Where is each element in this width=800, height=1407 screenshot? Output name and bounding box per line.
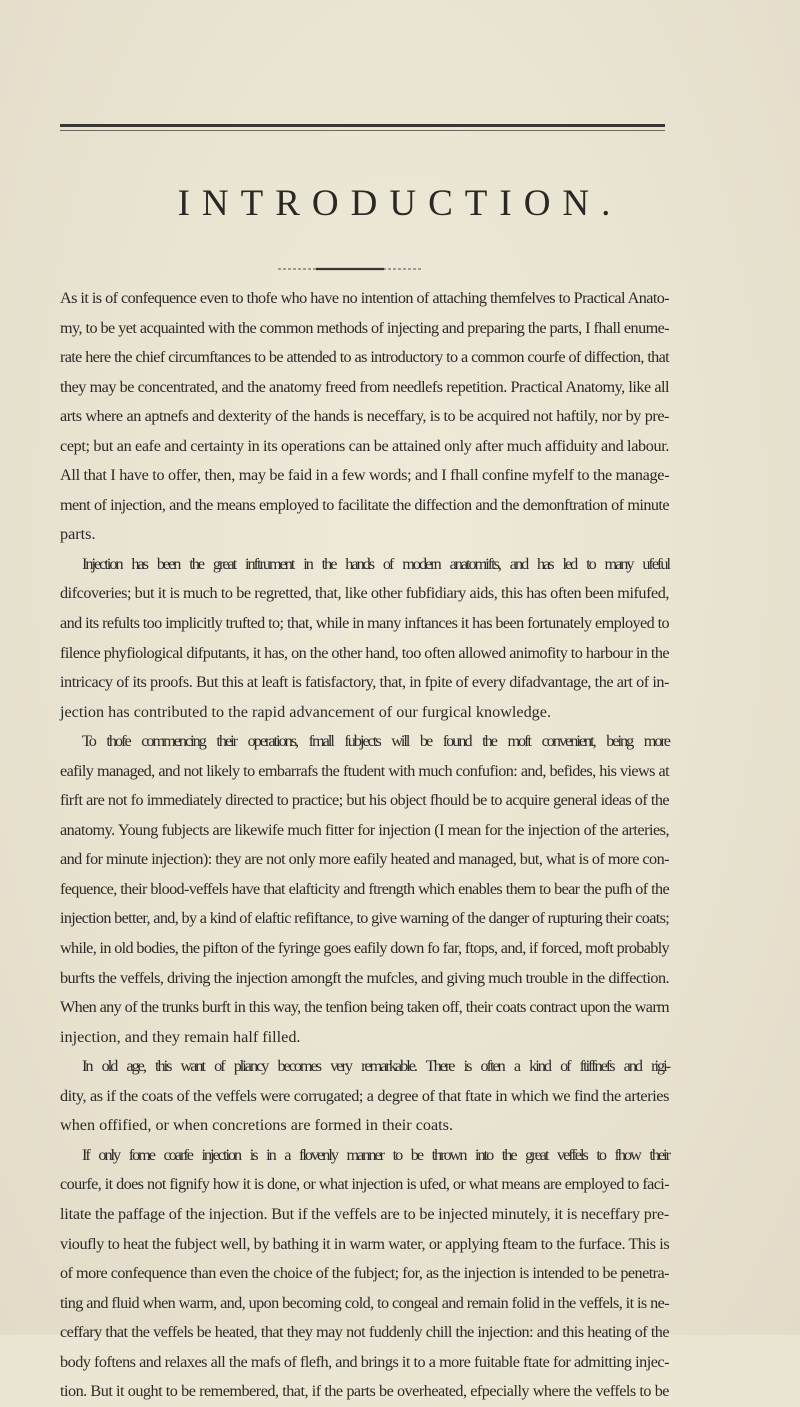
text-line: vioufly to heat the fubject well, by bathing it in warm water, or applying fteam to the furface. This is xyxy=(60,1234,670,1253)
page-title: INTRODUCTION. xyxy=(177,183,623,224)
paragraphs xyxy=(60,284,669,1407)
body-text xyxy=(60,284,669,1407)
text-line: my, to be yet acquainted with the common methods of injecting and preparing the parts, I fhall enume- xyxy=(60,318,670,337)
text-line: parts. xyxy=(60,525,96,544)
text-line: tion. But it ought to be remembered, that, if the parts be overheated, efpecially where the veffels to be xyxy=(60,1382,669,1401)
text-line: ting and fluid when warm, and, upon becoming cold, to congeal and remain folid in the veffels, it is ne- xyxy=(60,1293,669,1312)
text-line: when offified, or when concretions are formed in their coats. xyxy=(60,1116,454,1135)
text-line: As it is of confequence even to thofe who have no intention of attaching themfelves to Practical Anato- xyxy=(60,289,669,307)
text-line: In old age, this want of pliancy becomes very remarkable. There is often a kind of ftiffnefs and rigi- xyxy=(82,1057,669,1076)
text-line: intricacy of its proofs. But this at leaft is fatisfactory, that, in fpite of every difadvantage, the art of in- xyxy=(60,673,669,692)
text-line: fequence, their blood-veffels have that elafticity and ftrength which enables them to bear the pufh of the xyxy=(60,879,669,898)
text-line: To thofe commencing their operations, fmall fubjects will be found the moft convenient, being more xyxy=(82,732,669,751)
text-line: firft are not fo immediately directed to practice; but his object fhould be to acquire general ideas of the xyxy=(60,791,669,810)
text-line: injection better, and, by a kind of elaftic refiftance, to give warning of the danger of rupturing their coats; xyxy=(60,909,670,928)
text-line: of more confequence than even the choice of the fubject; for, as the injection is intended to be penetra- xyxy=(60,1264,669,1283)
text-line: jection has contributed to the rapid advancement of our furgical knowledge. xyxy=(60,702,552,721)
text-line: dity, as if the coats of the veffels were corrugated; a degree of that ftate in which we find the arteries xyxy=(60,1086,669,1105)
text-line: Injection has been the great inftrument in the hands of modern anatomifts, and has led to many ufeful xyxy=(82,554,669,573)
text-line: rate here the chief circumftances to be attended to as introductory to a common courfe of diffection, that xyxy=(60,348,669,367)
text-line: they may be concentrated, and the anatomy freed from needlefs repetition. Practical Anatomy, like all xyxy=(60,377,669,396)
text-line: injection, and they remain half filled. xyxy=(60,1027,301,1046)
text-line: cept; but an eafe and certainty in its operations can be attained only after much affiduity and labour. xyxy=(60,436,670,455)
text-line: while, in old bodies, the pifton of the fyringe goes eafily down fo far, ftops, and, if forced, moft probably xyxy=(60,939,669,958)
text-line: eafily managed, and not likely to embarrafs the ftudent with much confufion: and, befides, his views at xyxy=(60,761,669,780)
text-line: body foftens and relaxes all the mafs of flefh, and brings it to a more fuitable ftate for admitting injec- xyxy=(60,1352,669,1371)
text-line: filence phyfiological difputants, it has, on the other hand, too often allowed animofity to harbour in the xyxy=(60,643,669,662)
text-line: When any of the trunks burft in this way, the tenfion being taken off, their coats contract upon the warm xyxy=(60,998,669,1017)
text-line: If only fome coarfe injection is in a flovenly manner to be thrown into the great veffels to fhow their xyxy=(82,1145,669,1164)
text-line: difcoveries; but it is much to be regretted, that, like other fubfidiary aids, this has often been mifufed, xyxy=(60,584,669,603)
top-rule-thin xyxy=(60,130,665,131)
text-line: anatomy. Young fubjects are likewife much fitter for injection (I mean for the injection of the arteries, xyxy=(60,820,669,839)
text-line: arts where an aptnefs and dexterity of the hands is neceffary, is to be acquired not haftily, nor by pre- xyxy=(60,407,669,426)
text-line: and for minute injection): they are not only more eafily heated and managed, but, what is of more con- xyxy=(60,850,669,869)
text-line: courfe, it does not fignify how it is done, or what injection is ufed, or what means are employed to faci- xyxy=(60,1175,669,1194)
top-rule xyxy=(60,124,665,127)
text-line: litate the paffage of the injection. But if the veffels are to be injected minutely, it is neceffary pre- xyxy=(60,1204,670,1223)
text-line: All that I have to offer, then, may be faid in a few words; and I fhall confine myfelf to the manage- xyxy=(60,466,670,485)
text-line: ment of injection, and the means employed to facilitate the diffection and the demonftration of minute xyxy=(60,495,669,514)
text-line: and its refults too implicitly trufted to; that, while in many inftances it has been fortunately employed to xyxy=(60,614,669,633)
text-line: burfts the veffels, driving the injection amongft the mufcles, and giving much trouble in the diffection. xyxy=(60,968,669,987)
ornament-rule-icon xyxy=(276,264,424,274)
text-line: ceffary that the veffels be heated, that they may not fuddenly chill the injection: and this heating of the xyxy=(60,1323,669,1342)
